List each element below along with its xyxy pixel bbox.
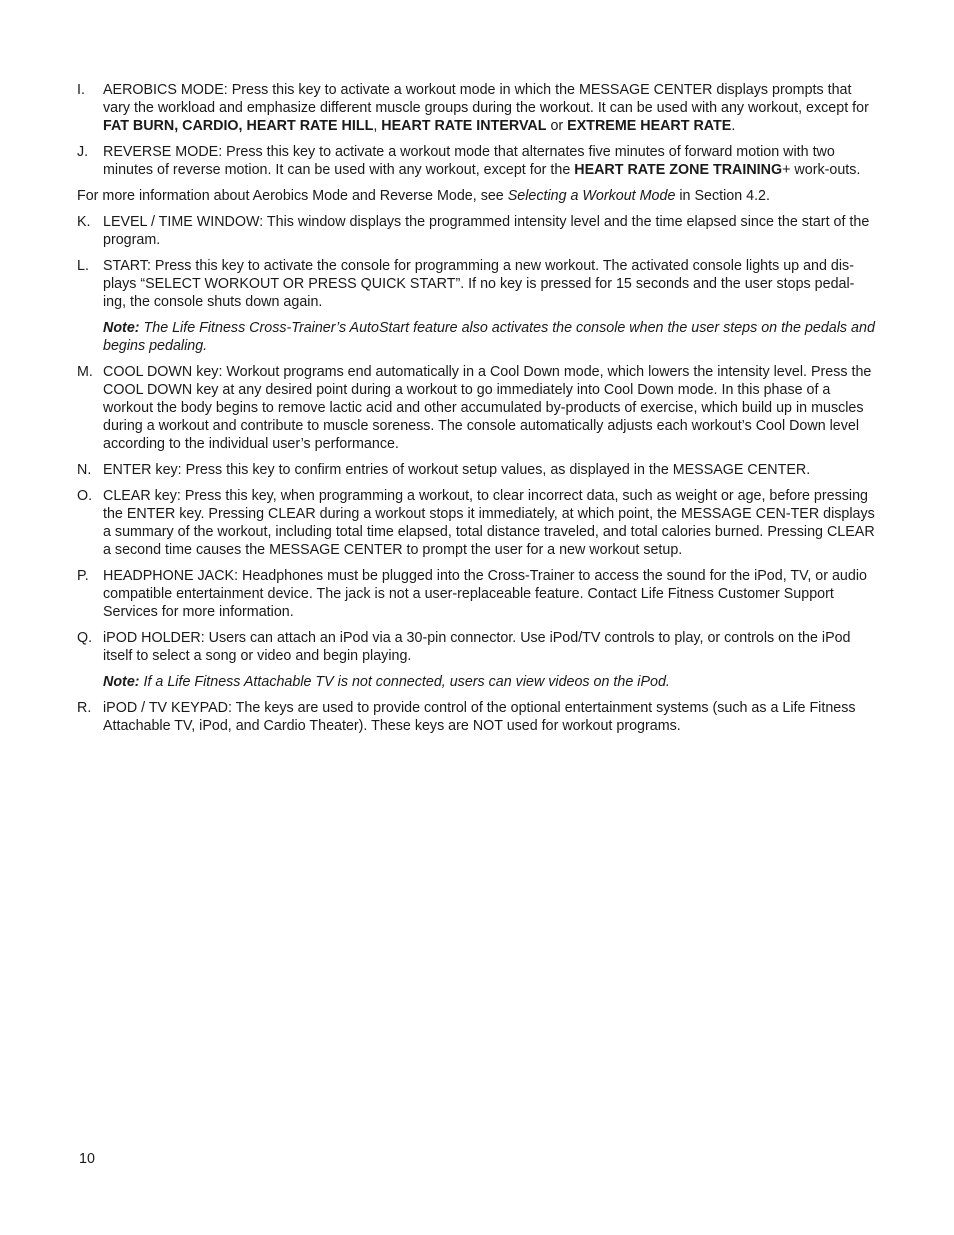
item-letter: R. [77,700,92,716]
item-letter: P. [77,568,89,584]
list-item-n [77,461,877,479]
item-letter: I. [77,82,85,98]
list-item-l [77,257,877,311]
note-label: Note: [103,320,140,336]
item-letter: K. [77,214,91,230]
list-item-m [77,363,877,453]
note-attachable-tv: Note: If a Life Fitness Attachable TV is not connected, users can view videos on the iPod. [103,674,670,690]
list-item-p [77,567,877,621]
list-item-k [77,213,877,249]
item-text: LEVEL / TIME WINDOW: This window displays the programmed intensity level and the time elapsed since the start of the program. [103,214,870,248]
item-letter: J. [77,144,89,160]
item-text: HEADPHONE JACK: Headphones must be plugged into the Cross-Trainer to access the sound for the iPod, TV, or audio compatible entertainment device. The jack is not a user-replaceable feature. Contact Life Fitness Customer Support Services for more information. [103,568,867,620]
item-letter: N. [77,462,92,478]
list-item-r [77,699,877,735]
document-body [77,81,877,743]
note-label: Note: [103,674,140,690]
item-text: CLEAR key: Press this key, when programming a workout, to clear incorrect data, such as weight or age, before pressing the ENTER key. Pressing CLEAR during a workout stops it immediately, at which point, the MESSAGE CEN-TER displays a summary of the workout, including total time elapsed, total distance traveled, and total calories burned. Pressing CLEAR a second time causes the MESSAGE CENTER to prompt the user for a new workout setup. [103,488,875,558]
item-text: iPOD HOLDER: Users can attach an iPod via a 30-pin connector. Use iPod/TV controls to play, or controls on the iPod itself to select a song or video and begin playing. [103,630,851,664]
item-letter: L. [77,258,89,274]
item-text: ENTER key: Press this key to confirm entries of workout setup values, as displayed in the MESSAGE CENTER. [103,462,811,478]
list-item-o [77,487,877,559]
item-text: REVERSE MODE: Press this key to activate a workout mode that alternates five minutes of forward motion with two minutes of reverse motion. It can be used with any workout, except for the HEART RATE ZONE TRAINING+ work-outs. [103,144,861,178]
item-letter: M. [77,364,93,380]
item-letter: Q. [77,630,93,646]
item-letter: O. [77,488,93,504]
list-item-i [77,81,877,135]
list-item-j [77,143,877,179]
page-number: 10 [79,1151,95,1167]
item-text: START: Press this key to activate the console for programming a new workout. The activated console lights up and dis-plays “SELECT WORKOUT OR PRESS QUICK START”. If no key is pressed for 15 seconds and the user stops pedal-ing, the console shuts down again. [103,258,855,310]
item-text: iPOD / TV KEYPAD: The keys are used to provide control of the optional entertainment systems (such as a Life Fitness Attachable TV, iPod, and Cardio Theater). These keys are NOT used for workout programs. [103,700,856,734]
list-item-q [77,629,877,665]
item-text: AEROBICS MODE: Press this key to activate a workout mode in which the MESSAGE CENTER displays prompts that vary the workload and emphasize different muscle groups during the workout. It can be used with any workout, except for FAT BURN, CARDIO, HEART RATE HILL, HEART RATE INTERVAL or EXTREME HEART RATE. [103,82,869,134]
note-autostart: Note: The Life Fitness Cross-Trainer’s AutoStart feature also activates the console when the user steps on the pedals and begins pedaling. [103,320,875,354]
info-paragraph: For more information about Aerobics Mode and Reverse Mode, see Selecting a Workout Mode in Section 4.2. [77,188,770,204]
item-text: COOL DOWN key: Workout programs end automatically in a Cool Down mode, which lowers the intensity level. Press the COOL DOWN key at any desired point during a workout to go immediately into Cool Down mode. In this phase of a workout the body begins to remove lactic acid and other accumulated by-products of exercise, which build up in muscles during a workout and contribute to muscle soreness. The console automatically adjusts each workout’s Cool Down level according to the individual user’s performance. [103,364,872,452]
